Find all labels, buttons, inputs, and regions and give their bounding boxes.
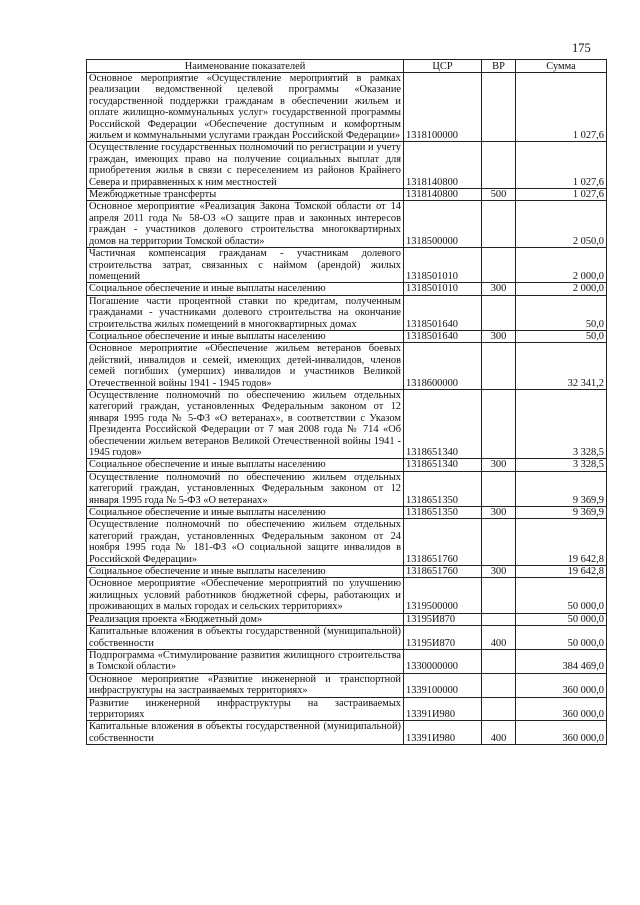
row-vr-cell (482, 673, 516, 697)
row-csr-cell: 1318651760 (404, 566, 482, 578)
row-name-cell: Частичная компенсация гражданам - участникам долевого строительства затрат, связанных с наймом (арендой) жилых помещений (87, 248, 404, 283)
row-vr-cell: 400 (482, 721, 516, 745)
row-csr-cell: 1318500000 (404, 201, 482, 248)
table-row (87, 578, 607, 613)
row-sum-cell: 9 369,9 (516, 507, 607, 519)
table-row (87, 697, 607, 721)
row-vr-cell: 500 (482, 189, 516, 201)
row-sum-cell: 1 027,6 (516, 142, 607, 189)
header-vr: ВР (482, 60, 516, 73)
row-sum-cell: 2 000,0 (516, 283, 607, 295)
table-row (87, 471, 607, 506)
row-name-cell: Погашение части процентной ставки по кредитам, полученным гражданами - участниками долевого строительства на окончание строительства жилых помещений в многоквартирных домах (87, 295, 404, 330)
row-name-cell: Подпрограмма «Стимулирование развития жилищного строительства в Томской области» (87, 649, 404, 673)
row-csr-cell: 13195И870 (404, 613, 482, 625)
row-vr-cell (482, 295, 516, 330)
row-sum-cell: 360 000,0 (516, 721, 607, 745)
row-csr-cell: 1318501010 (404, 248, 482, 283)
page-number: 175 (572, 41, 591, 55)
row-vr-cell: 300 (482, 459, 516, 471)
table-row (87, 507, 607, 519)
table-row (87, 459, 607, 471)
row-name-cell: Основное мероприятие «Развитие инженерной и транспортной инфраструктуры на застраиваемых территориях» (87, 673, 404, 697)
row-vr-cell: 300 (482, 507, 516, 519)
row-csr-cell: 1318651760 (404, 519, 482, 566)
row-name-cell: Социальное обеспечение и иные выплаты населению (87, 330, 404, 342)
table-row (87, 673, 607, 697)
table-row (87, 721, 607, 745)
row-sum-cell: 19 642,8 (516, 566, 607, 578)
table-header-row (87, 60, 607, 73)
row-csr-cell: 1330000000 (404, 649, 482, 673)
row-vr-cell (482, 519, 516, 566)
row-csr-cell: 1318140800 (404, 189, 482, 201)
row-csr-cell: 1319500000 (404, 578, 482, 613)
row-vr-cell: 400 (482, 626, 516, 650)
row-csr-cell: 1318651340 (404, 459, 482, 471)
row-sum-cell: 19 642,8 (516, 519, 607, 566)
row-vr-cell: 300 (482, 283, 516, 295)
row-name-cell: Осуществление полномочий по обеспечению жильем отдельных категорий граждан, установленных Федеральным законом от 24 ноября 1995 года № 181-ФЗ «О социальной защите инвалидов в Российской Федерации» (87, 519, 404, 566)
table-row (87, 343, 607, 390)
table-row (87, 389, 607, 458)
row-name-cell: Основное мероприятие «Реализация Закона Томской области от 14 апреля 2011 года № 58-ОЗ «О защите прав и законных интересов граждан - участников долевого строительства многоквартирных домов на территории Томской области» (87, 201, 404, 248)
header-sum: Сумма (516, 60, 607, 73)
row-vr-cell (482, 471, 516, 506)
row-name-cell: Основное мероприятие «Осуществление мероприятий в рамках реализации ведомственной целевой программы «Оказание государственной поддержки гражданам в обеспечении жильем и оплате жилищно-коммунальных услуг» государственной программы Российской Федерации «Обеспечение доступным и комфортным жильем и коммунальными услугами граждан Российской Федерации» (87, 73, 404, 142)
row-csr-cell: 1318651350 (404, 471, 482, 506)
row-csr-cell: 1318140800 (404, 142, 482, 189)
row-csr-cell: 1318100000 (404, 73, 482, 142)
row-vr-cell (482, 649, 516, 673)
row-sum-cell: 2 050,0 (516, 201, 607, 248)
header-name: Наименование показателей (87, 60, 404, 73)
table-row (87, 189, 607, 201)
row-sum-cell: 50 000,0 (516, 578, 607, 613)
row-name-cell: Социальное обеспечение и иные выплаты населению (87, 566, 404, 578)
table-row (87, 330, 607, 342)
row-csr-cell: 1318600000 (404, 343, 482, 390)
row-name-cell: Капитальные вложения в объекты государственной (муниципальной) собственности (87, 721, 404, 745)
table-row (87, 566, 607, 578)
row-vr-cell: 300 (482, 330, 516, 342)
row-name-cell: Основное мероприятие «Обеспечение мероприятий по улучшению жилищных условий работников бюджетной сферы, работающих и проживающих в малых городах и сельских территориях» (87, 578, 404, 613)
row-name-cell: Реализация проекта «Бюджетный дом» (87, 613, 404, 625)
row-csr-cell: 1318651340 (404, 389, 482, 458)
row-name-cell: Осуществление государственных полномочий по регистрации и учету граждан, имеющих право на получение социальных выплат для приобретения жилья в связи с переселением из районов Крайнего Севера и приравненных к ним местностей (87, 142, 404, 189)
row-csr-cell: 13391И980 (404, 721, 482, 745)
row-sum-cell: 360 000,0 (516, 673, 607, 697)
row-name-cell: Развитие инженерной инфраструктуры на застраиваемых территориях (87, 697, 404, 721)
row-sum-cell: 50 000,0 (516, 626, 607, 650)
row-vr-cell: 300 (482, 566, 516, 578)
table-row (87, 201, 607, 248)
row-sum-cell: 32 341,2 (516, 343, 607, 390)
row-csr-cell: 1318501640 (404, 295, 482, 330)
row-vr-cell (482, 697, 516, 721)
table-body (87, 73, 607, 745)
row-sum-cell: 384 469,0 (516, 649, 607, 673)
row-vr-cell (482, 613, 516, 625)
header-csr: ЦСР (404, 60, 482, 73)
row-sum-cell: 50,0 (516, 330, 607, 342)
table-row (87, 248, 607, 283)
table-row (87, 142, 607, 189)
row-vr-cell (482, 343, 516, 390)
row-sum-cell: 360 000,0 (516, 697, 607, 721)
row-name-cell: Социальное обеспечение и иные выплаты населению (87, 507, 404, 519)
row-csr-cell: 1318651350 (404, 507, 482, 519)
row-csr-cell: 13195И870 (404, 626, 482, 650)
table-row (87, 613, 607, 625)
row-csr-cell: 1339100000 (404, 673, 482, 697)
row-name-cell: Осуществление полномочий по обеспечению жильем отдельных категорий граждан, установленных Федеральным законом от 12 января 1995 года № 5-ФЗ «О ветеранах», в соответствии с Указом Президента Российской Федерации от 7 мая 2008 года № 714 «Об обеспечении жильем ветеранов Великой Отечественной войны 1941 - 1945 годов» (87, 389, 404, 458)
row-csr-cell: 1318501010 (404, 283, 482, 295)
row-name-cell: Капитальные вложения в объекты государственной (муниципальной) собственности (87, 626, 404, 650)
row-vr-cell (482, 201, 516, 248)
table-row (87, 283, 607, 295)
row-csr-cell: 1318501640 (404, 330, 482, 342)
table-row (87, 73, 607, 142)
row-csr-cell: 13391И980 (404, 697, 482, 721)
row-sum-cell: 1 027,6 (516, 73, 607, 142)
row-sum-cell: 2 000,0 (516, 248, 607, 283)
budget-table (86, 59, 607, 745)
row-name-cell: Социальное обеспечение и иные выплаты населению (87, 283, 404, 295)
row-sum-cell: 50,0 (516, 295, 607, 330)
row-sum-cell: 9 369,9 (516, 471, 607, 506)
row-sum-cell: 50 000,0 (516, 613, 607, 625)
row-vr-cell (482, 73, 516, 142)
row-vr-cell (482, 389, 516, 458)
row-sum-cell: 3 328,5 (516, 459, 607, 471)
row-vr-cell (482, 248, 516, 283)
row-sum-cell: 1 027,6 (516, 189, 607, 201)
table-row (87, 649, 607, 673)
row-name-cell: Основное мероприятие «Обеспечение жильем ветеранов боевых действий, инвалидов и семей, имеющих детей-инвалидов, членов семей погибших (умерших) инвалидов и участников Великой Отечественной войны 1941 - 1945 годов» (87, 343, 404, 390)
row-name-cell: Социальное обеспечение и иные выплаты населению (87, 459, 404, 471)
table-row (87, 519, 607, 566)
table-row (87, 295, 607, 330)
row-vr-cell (482, 578, 516, 613)
row-sum-cell: 3 328,5 (516, 389, 607, 458)
row-name-cell: Осуществление полномочий по обеспечению жильем отдельных категорий граждан, установленных Федеральным законом от 12 января 1995 года № 5-ФЗ «О ветеранах» (87, 471, 404, 506)
table-row (87, 626, 607, 650)
row-vr-cell (482, 142, 516, 189)
row-name-cell: Межбюджетные трансферты (87, 189, 404, 201)
